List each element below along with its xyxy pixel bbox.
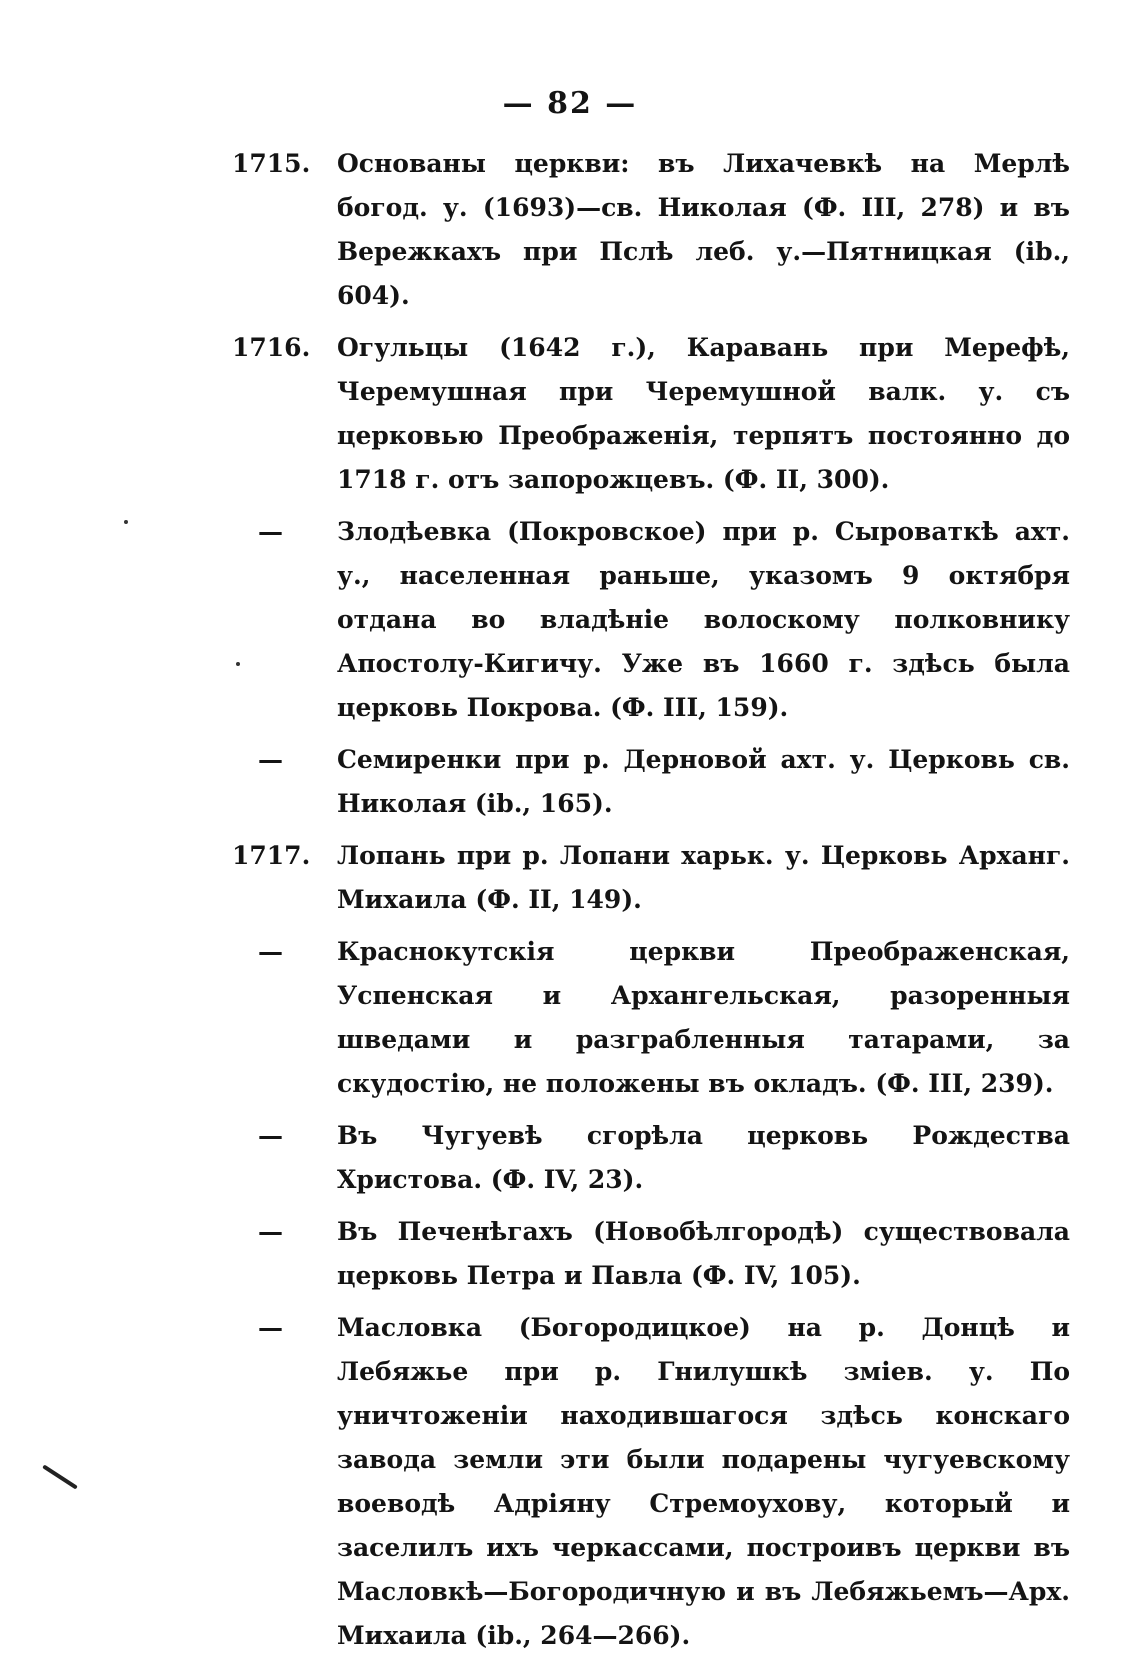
entry-text: Въ Печенѣгахъ (Новобѣлгородѣ) существовала церковь Петра и Павла (Ф. IV, 105). (337, 1217, 1070, 1290)
entry-dash: — (258, 937, 283, 966)
entry-dash: — (258, 1313, 283, 1342)
entry-maslovka (0, 1306, 1140, 1658)
entry-1715 (0, 142, 1140, 318)
entry-year: 1716. (232, 333, 311, 362)
entry-dash: — (258, 745, 283, 774)
entry-text: Въ Чугуевѣ сгорѣла церковь Рождества Христова. (Ф. IV, 23). (337, 1121, 1070, 1194)
entry-year: 1717. (232, 841, 311, 870)
entry-zlodeevka (0, 510, 1140, 730)
entry-text: Лопань при р. Лопани харьк. у. Церковь Арханг. Михаила (Ф. II, 149). (337, 841, 1070, 914)
entry-text: Краснокутскія церкви Преображенская, Успенская и Архангельская, разоренныя шведами и разграбленныя татарами, за скудостію, не положены въ окладъ. (Ф. III, 239). (337, 937, 1070, 1098)
entry-text: Основаны церкви: въ Лихачевкѣ на Мерлѣ богод. у. (1693)—св. Николая (Ф. III, 278) и въ Вережкахъ при Пслѣ леб. у.—Пятницкая (ib., 604). (337, 149, 1070, 310)
scan-speck (124, 520, 128, 524)
page-number: — 82 — (502, 86, 638, 121)
entry-text: Масловка (Богородицкое) на р. Донцѣ и Лебяжье при р. Гнилушкѣ зміев. у. По уничтоженіи находившагося здѣсь конскаго завода земли эти были подарены чугуевскому воеводѣ Адріяну Стремоухову, который и заселилъ ихъ черкассами, построивъ церкви въ Масловкѣ—Богородичную и въ Лебяжьемъ—Арх. Михаила (ib., 264—266). (337, 1313, 1070, 1650)
entry-krasnokutsk (0, 930, 1140, 1106)
entry-year: 1715. (232, 149, 311, 178)
scan-speck (236, 662, 240, 666)
entry-dash: — (258, 1121, 283, 1150)
entry-text: Семиренки при р. Дерновой ахт. у. Церковь св. Николая (ib., 165). (337, 745, 1070, 818)
entry-text: Огульцы (1642 г.), Каравань при Мерефѣ, Черемушная при Черемушной валк. у. съ церковью Преображенія, терпятъ постоянно до 1718 г. отъ запорожцевъ. (Ф. II, 300). (337, 333, 1070, 494)
entry-chuguev (0, 1114, 1140, 1202)
entry-1717 (0, 834, 1140, 922)
entry-semirenki (0, 738, 1140, 826)
entry-text: Злодѣевка (Покровское) при р. Сыроваткѣ ахт. у., населенная раньше, указомъ 9 октября отдана во владѣніе волоскому полковнику Апостолу-Кигичу. Уже въ 1660 г. здѣсь была церковь Покрова. (Ф. III, 159). (337, 517, 1070, 722)
entry-1716 (0, 326, 1140, 502)
entry-dash: — (258, 517, 283, 546)
entry-dash: — (258, 1217, 283, 1246)
entry-pechenegi (0, 1210, 1140, 1298)
entry-list (0, 142, 1140, 1666)
